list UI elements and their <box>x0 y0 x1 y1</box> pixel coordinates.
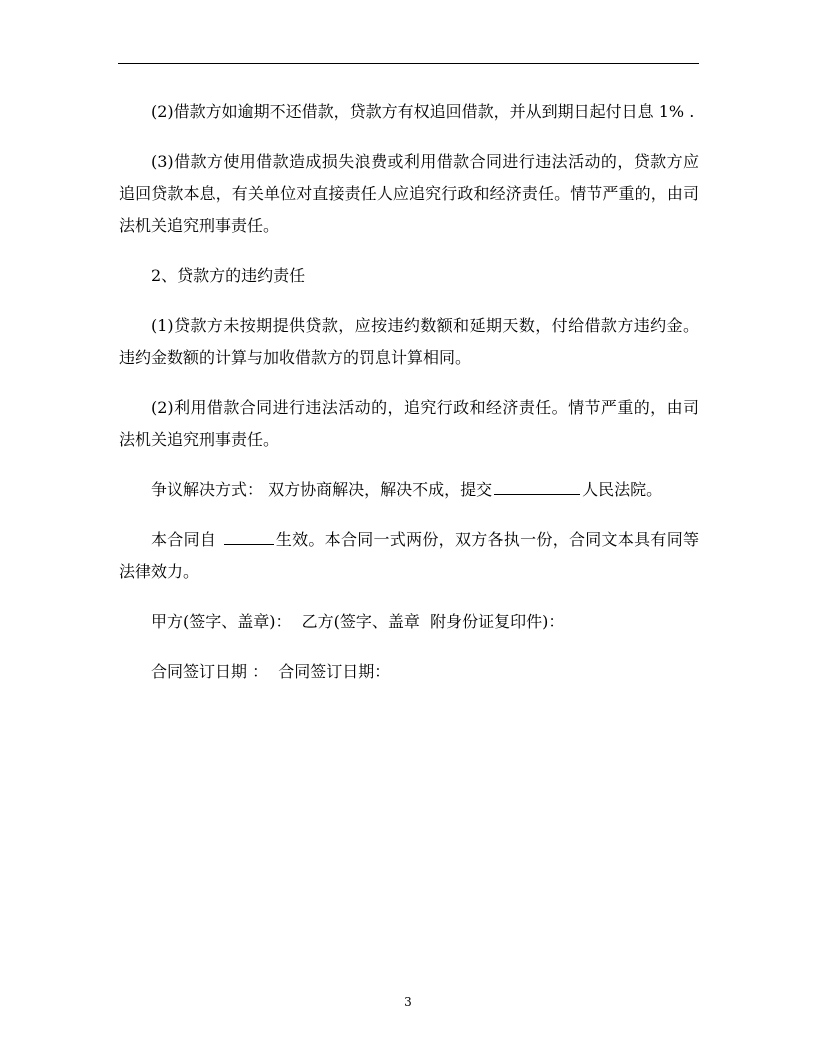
effective-date-blank <box>224 524 274 545</box>
signing-date-line: 合同签订日期 ： 合同签订日期： <box>151 662 391 681</box>
paragraph-misuse-liability: (3)借款方使用借款造成损失浪费或利用借款合同进行违法活动的，贷款方应追回贷款本息，有关单位对直接责任人应追究行政和经济责任。情节严重的，由司法机关追究刑事责任。 <box>119 152 699 235</box>
effective-text-before: 本合同自 <box>151 530 222 549</box>
effective-text-after: 生效。本合同一式两份，双方各执一份，合同文本具有同等法律效力。 <box>119 530 699 581</box>
paragraph-lender-late-loan: (1)贷款方未按期提供贷款，应按违约数额和延期天数，付给借款方违约金。违约金数额的计算与加收借款方的罚息计算相同。 <box>119 316 699 367</box>
paragraph-dispute-resolution <box>119 474 699 506</box>
paragraph-overdue-interest: (2)借款方如逾期不还借款，贷款方有权追回借款，并从到期日起付日息 1% . <box>151 102 695 121</box>
dispute-text-before: 争议解决方式： 双方协商解决，解决不成，提交 <box>151 480 493 499</box>
court-name-blank <box>494 474 580 495</box>
paragraph-effective-date <box>119 524 699 588</box>
section-heading-lender-liability: 2、贷款方的违约责任 <box>151 266 306 285</box>
signature-line: 甲方(签字、盖章)： 乙方(签字、盖章 附身份证复印件)： <box>151 612 565 631</box>
header-rule <box>118 63 699 64</box>
paragraph-illegal-activity: (2)利用借款合同进行违法活动的，追究行政和经济责任。情节严重的，由司法机关追究刑事责任。 <box>119 398 699 449</box>
page-number: 3 <box>404 995 412 1009</box>
document-body <box>119 96 699 706</box>
dispute-text-after: 人民法院。 <box>582 480 663 499</box>
